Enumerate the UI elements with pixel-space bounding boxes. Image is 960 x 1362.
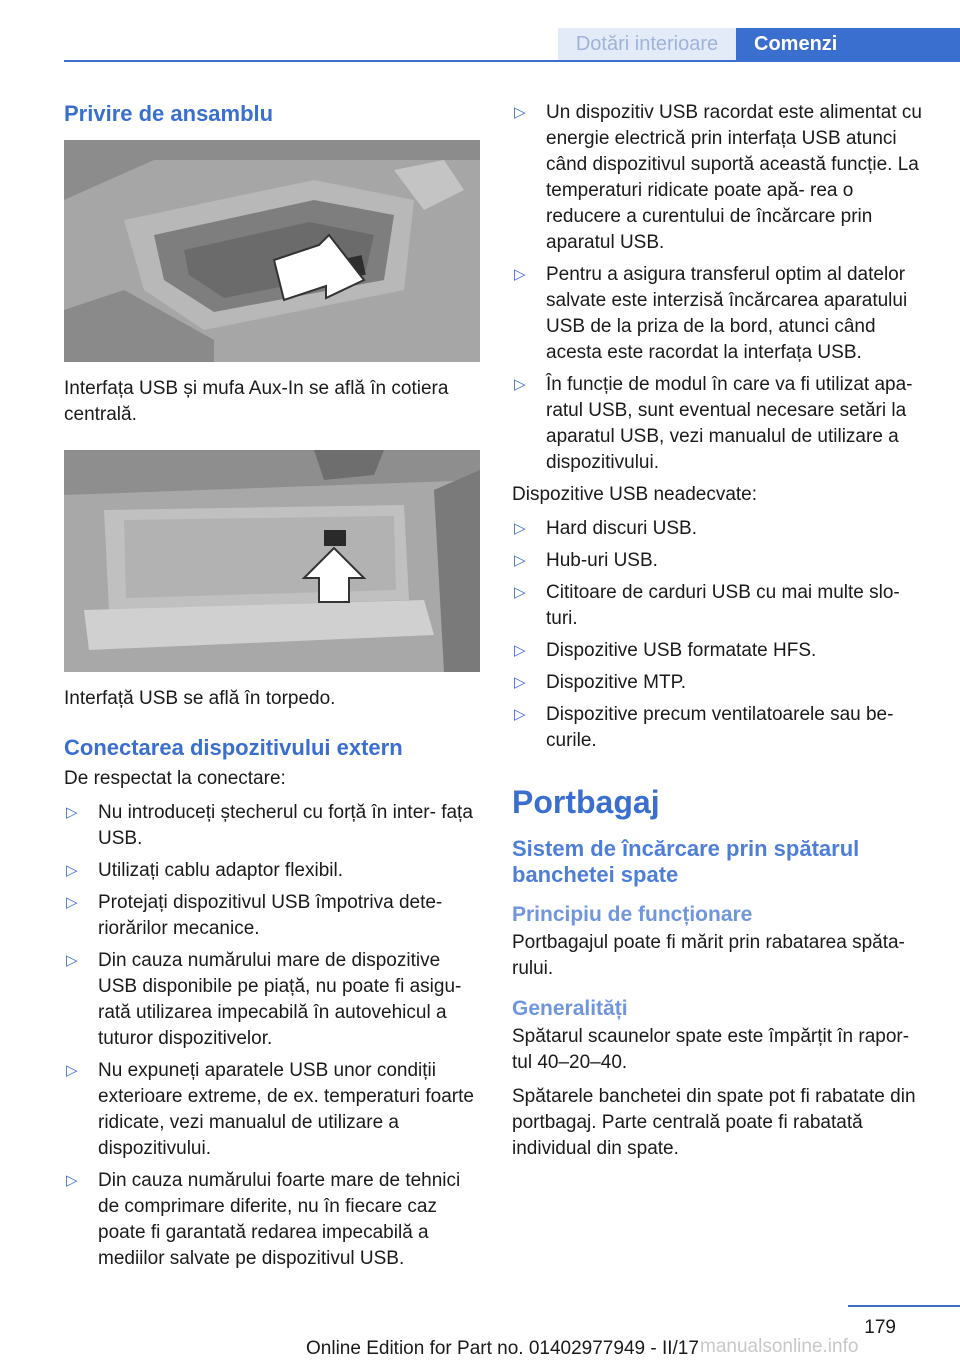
glovebox-usb-photo [64, 450, 480, 672]
armrest-usb-photo [64, 140, 480, 362]
footer-rule [848, 1305, 960, 1307]
triangle-right-icon: ▷ [514, 584, 526, 601]
connect-intro: De respectat la conectare: [64, 768, 286, 789]
list-item: ▷ Nu introduceți ștecherul cu forță în inter- fața USB. [66, 802, 473, 849]
usb-notes-list [512, 100, 928, 476]
list-item: ▷ Dispozitive MTP. [512, 670, 928, 696]
heading-connect: Conectarea dispozitivului extern [64, 735, 403, 760]
page-header [0, 0, 960, 62]
heading-principle: Principiu de funcționare [512, 903, 753, 926]
unsuitable-list [512, 516, 928, 754]
list-item: ▷ Din cauza numărului foarte mare de tehnici de comprimare diferite, nu în fiecare caz poate fi garantată redarea impecabilă a mediilor salvate pe dispozitivul USB. [66, 1170, 461, 1269]
list-item: ▷ În funcție de modul în care va fi utilizat apa- ratul USB, sunt eventual necesare setări la aparatul USB, vezi manualul de utilizare a dispozitivului. [514, 374, 913, 473]
heading-loading-system: Sistem de încărcare prin spătarul banchetei spate [512, 836, 860, 887]
heading-overview: Privire de ansamblu [64, 101, 274, 126]
triangle-right-icon: ▷ [514, 706, 526, 723]
list-item: ▷ Un dispozitiv USB racordat este alimentat cu energie electrică prin interfața USB atunci când dispozitivul suportă această funcție. La temperaturi ridicate poate apă- rea o reducere a curentului de încărcare prin aparatul USB. [514, 102, 922, 253]
list-item: ▷ Utilizați cablu adaptor flexibil. [64, 858, 480, 884]
caption-armrest: Interfața USB și mufa Aux-In se află în cotiera centrală. [64, 378, 449, 425]
triangle-right-icon: ▷ [514, 674, 526, 691]
triangle-right-icon: ▷ [514, 104, 526, 121]
list-item: ▷ Dispozitive USB formatate HFS. [512, 638, 928, 664]
tab-section-title[interactable]: Dotări interioare [558, 28, 736, 60]
connect-bullet-list [64, 800, 480, 1272]
header-rule [64, 60, 960, 62]
list-item: ▷ Nu expuneți aparatele USB unor condiții exterioare extreme, de ex. temperaturi foarte ridicate, vezi manualul de utilizare a dispozitivului. [66, 1060, 474, 1159]
list-item: ▷ Hard discuri USB. [512, 516, 928, 542]
triangle-right-icon: ▷ [66, 1062, 78, 1079]
general-text-2: Spătarele banchetei din spate pot fi rabatate din portbagaj. Parte centrală poate fi rabatată individual din spate. [512, 1086, 916, 1159]
triangle-right-icon: ▷ [514, 266, 526, 283]
general-text-1: Spătarul scaunelor spate este împărțit în rapor- tul 40–20–40. [512, 1026, 910, 1073]
triangle-right-icon: ▷ [66, 862, 78, 879]
list-item: ▷ Hub-uri USB. [512, 548, 928, 574]
heading-trunk: Portbagaj [512, 784, 660, 820]
principle-text: Portbagajul poate fi mărit prin rabatarea spăta- rului. [512, 932, 905, 979]
triangle-right-icon: ▷ [66, 952, 78, 969]
triangle-right-icon: ▷ [514, 642, 526, 659]
page-number: 179 [864, 1317, 896, 1338]
edition-note: Online Edition for Part no. 01402977949 - II/17 [306, 1338, 699, 1359]
right-column [512, 100, 928, 1170]
caption-glovebox: Interfață USB se află în torpedo. [64, 688, 336, 709]
unsuitable-intro: Dispozitive USB neadecvate: [512, 484, 758, 505]
list-item: ▷ Dispozitive precum ventilatoarele sau be- curile. [514, 704, 894, 751]
list-item: ▷ Pentru a asigura transferul optim al datelor salvate este interzisă încărcarea aparatului USB de la priza de la bord, atunci când acesta este racordat la interfața USB. [514, 264, 908, 363]
triangle-right-icon: ▷ [66, 1172, 78, 1189]
list-item: ▷ Din cauza numărului mare de dispozitive USB disponibile pe piață, nu poate fi asigu- rată utilizarea impecabilă în autovehicul a tuturor dispozitivelor. [66, 950, 462, 1049]
left-column [64, 100, 480, 1278]
triangle-right-icon: ▷ [66, 894, 78, 911]
watermark: manualsonline.info [700, 1336, 859, 1357]
heading-general: Generalități [512, 997, 628, 1020]
triangle-right-icon: ▷ [514, 520, 526, 537]
triangle-right-icon: ▷ [514, 376, 526, 393]
triangle-right-icon: ▷ [514, 552, 526, 569]
list-item: ▷ Protejați dispozitivul USB împotriva dete- riorărilor mecanice. [66, 892, 443, 939]
list-item: ▷ Cititoare de carduri USB cu mai multe slo- turi. [514, 582, 900, 629]
tab-chapter-title[interactable]: Comenzi [736, 28, 960, 60]
triangle-right-icon: ▷ [66, 804, 78, 821]
